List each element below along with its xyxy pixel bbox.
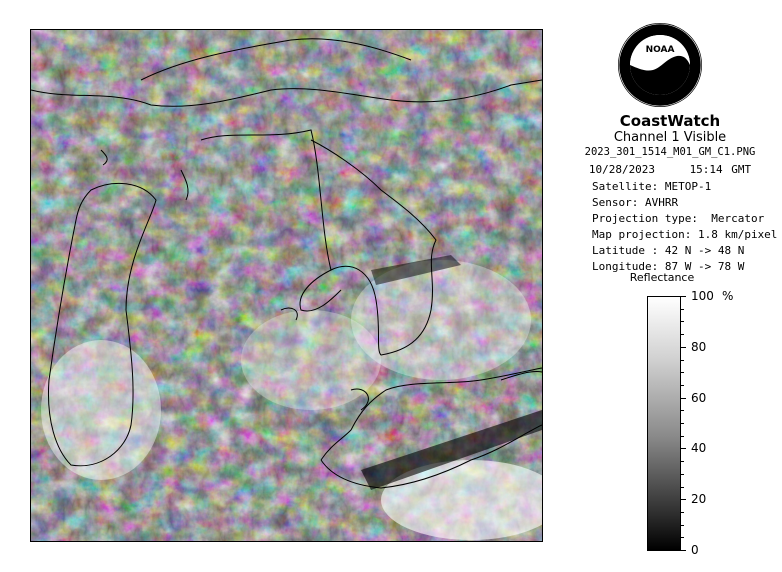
channel-label: Channel 1 Visible [613,130,727,145]
noaa-logo [617,22,703,108]
cloud-imagery [31,30,542,541]
longitude-label: Longitude: 87 W -> 78 W [592,260,745,273]
colorbar-tick [681,448,686,449]
latitude-label: Latitude : 42 N -> 48 N [592,244,745,257]
colorbar-minor-tick [681,410,684,411]
time-label: 15:14 GMT [689,163,752,176]
colorbar-tick [681,296,686,297]
colorbar-minor-tick [681,385,684,386]
colorbar-tick-label: 40 [691,441,707,455]
colorbar-tick-label: 80 [691,340,707,354]
colorbar-minor-tick [681,372,684,373]
colorbar-tick-label: 20 [691,492,707,506]
colorbar-tick [681,499,686,500]
colorbar-tick [681,398,686,399]
colorbar-minor-tick [681,461,684,462]
satellite-image [30,29,543,542]
colorbar-tick [681,550,686,551]
colorbar-minor-tick [681,334,684,335]
reflectance-colorbar [647,296,681,551]
date-label: 10/28/2023 [588,163,656,176]
colorbar-tick-label: 0 [691,543,699,557]
satellite-label: Satellite: METOP-1 [592,180,712,193]
colorbar-tick [681,347,686,348]
colorbar-title: Reflectance [629,271,695,284]
colorbar-unit: % [722,289,734,303]
colorbar-minor-tick [681,525,684,526]
colorbar-minor-tick [681,321,684,322]
colorbar-tick-label: 60 [691,391,707,405]
date-time-line [560,163,780,176]
noaa-seal-icon [617,22,703,108]
colorbar-minor-tick [681,487,684,488]
map-projection-label: Map projection: 1.8 km/pixel [592,228,778,241]
svg-text:NOAA: NOAA [645,45,675,55]
colorbar-minor-tick [681,309,684,310]
sensor-label: Sensor: AVHRR [592,196,679,209]
projection-type-label: Projection type: Mercator [592,212,765,225]
colorbar-minor-tick [681,474,684,475]
colorbar-minor-tick [681,537,684,538]
colorbar-tick-label: 100 [691,289,714,303]
colorbar-axis [681,289,741,557]
colorbar-minor-tick [681,360,684,361]
colorbar-minor-tick [681,512,684,513]
app-title: CoastWatch [619,112,721,130]
filename-label: 2023_301_1514_M01_GM_C1.PNG [584,146,756,158]
colorbar-minor-tick [681,436,684,437]
colorbar-minor-tick [681,423,684,424]
